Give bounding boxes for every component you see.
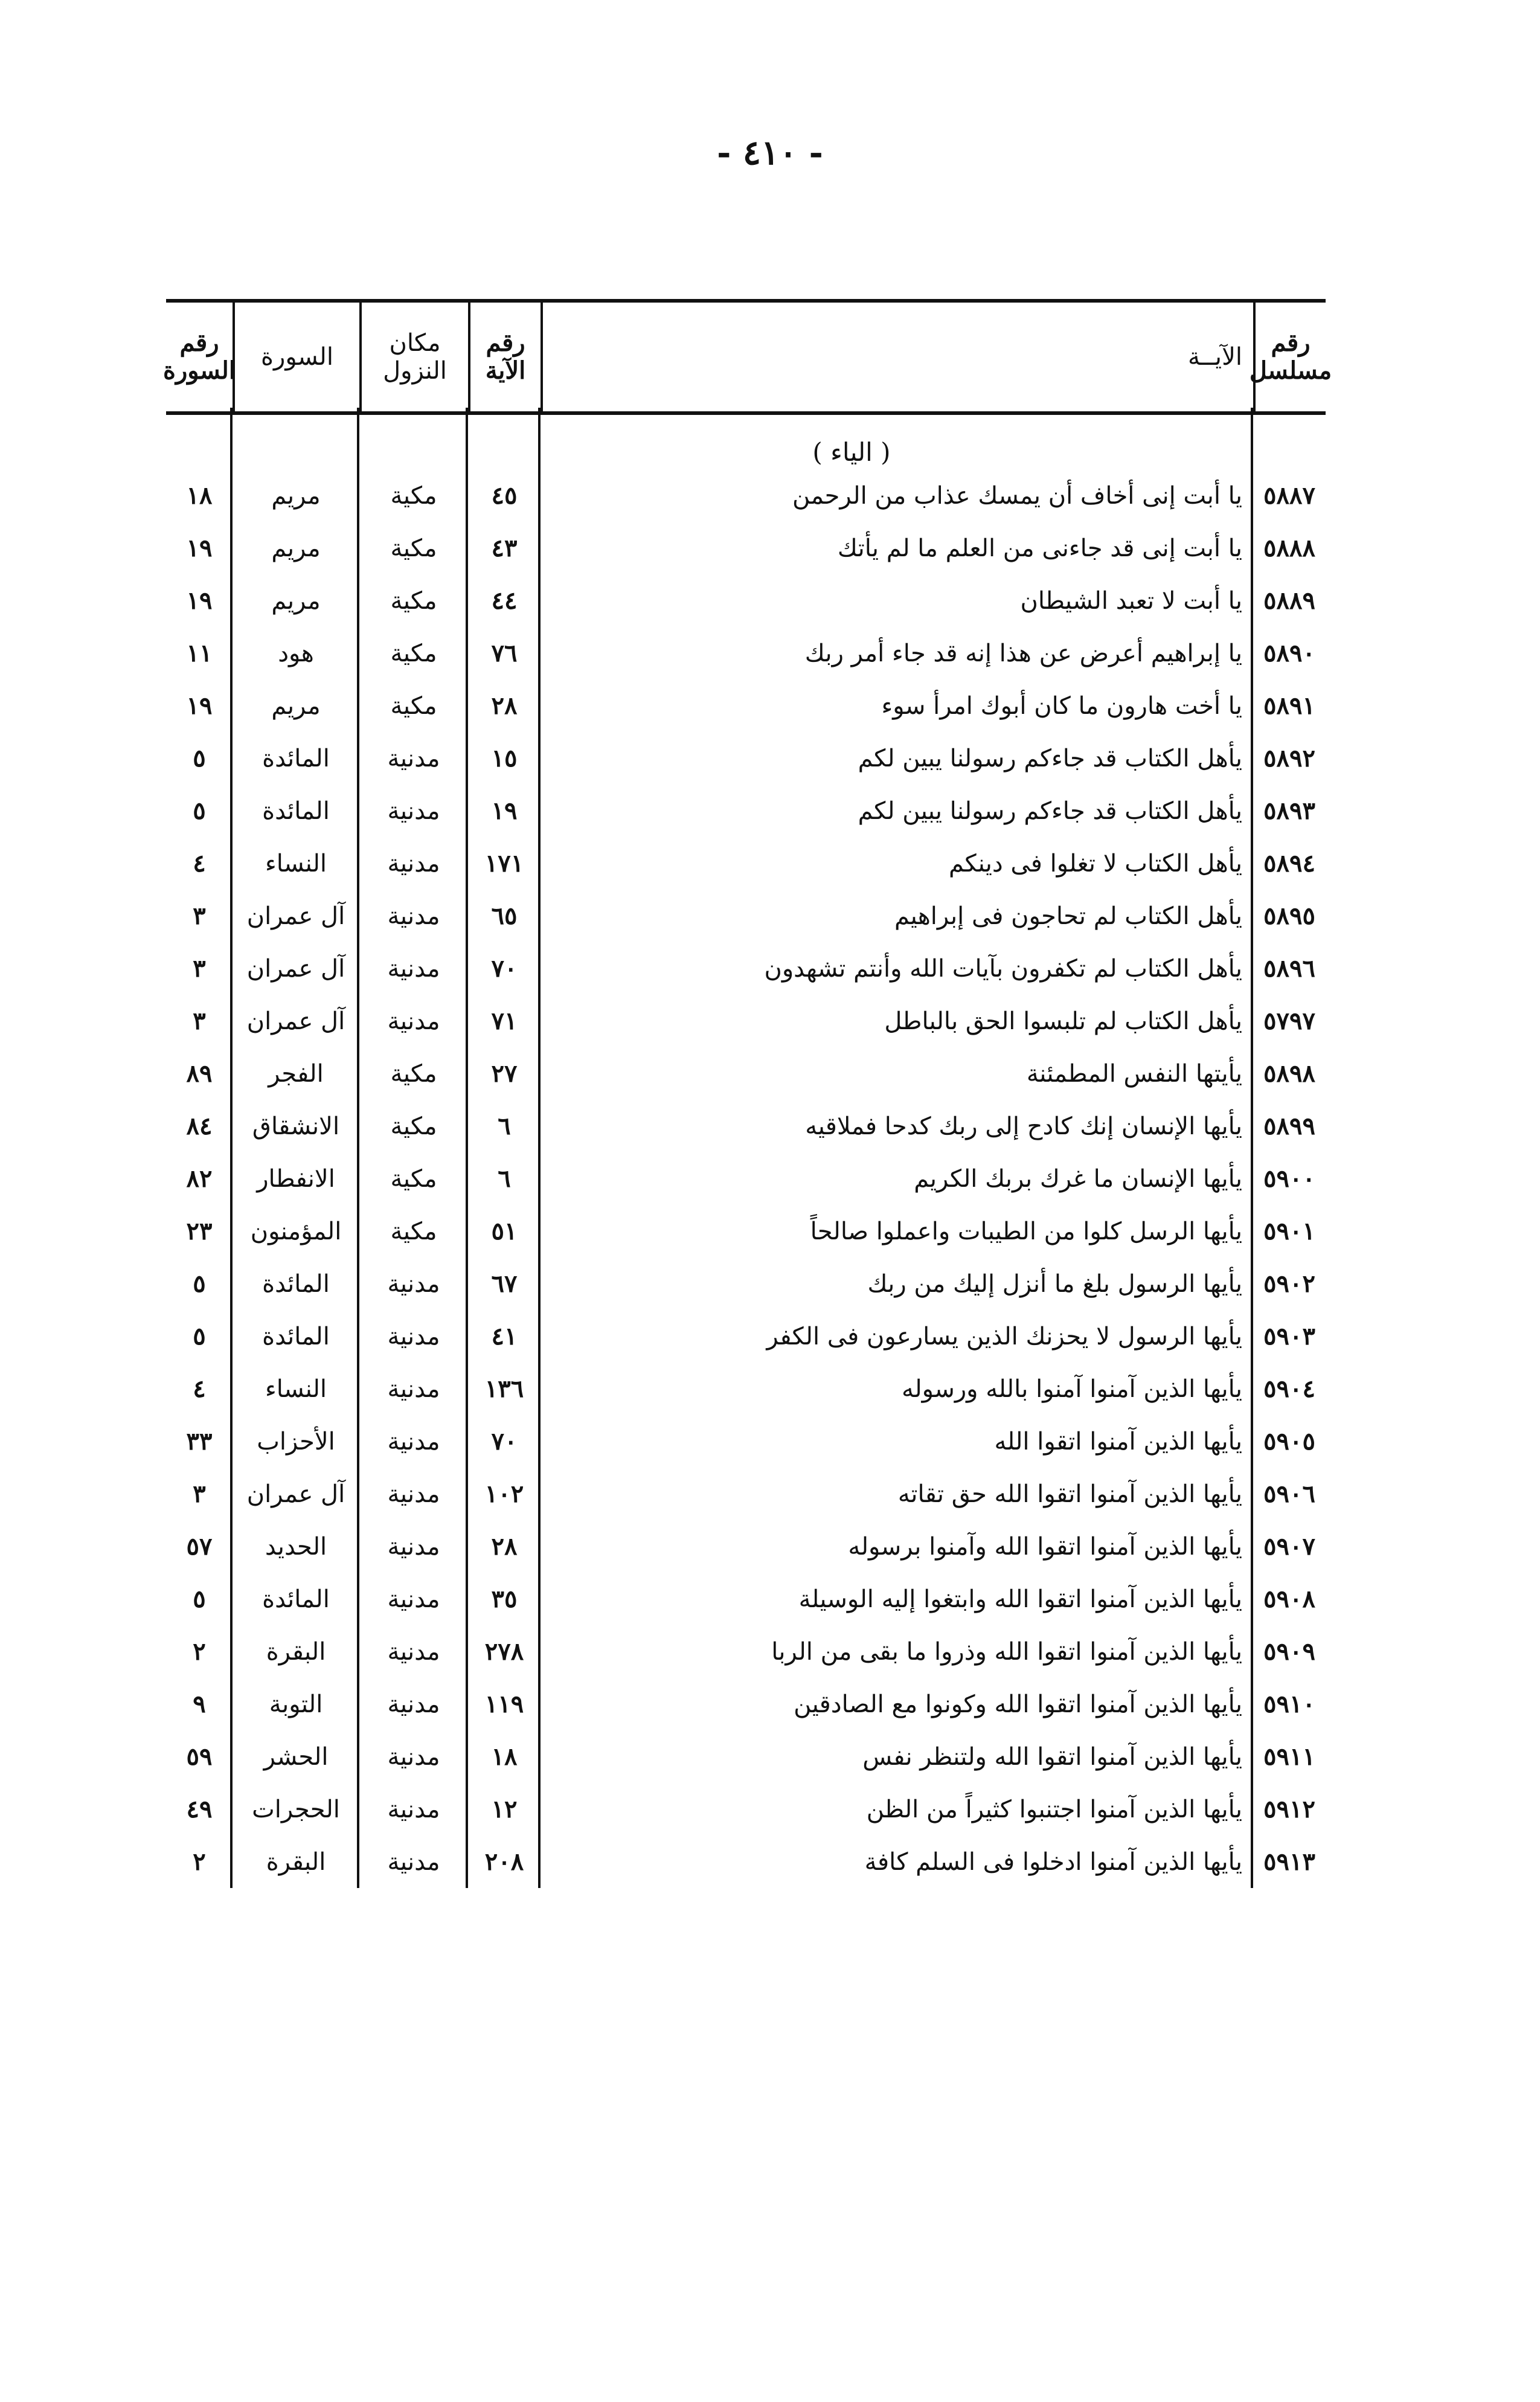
table-row bbox=[166, 469, 1326, 522]
serial-cell: ٥٩١١ bbox=[1263, 1742, 1315, 1771]
ayah-number-cell: ٧٠ bbox=[491, 954, 518, 983]
revelation-place-cell: مدنية bbox=[387, 1480, 440, 1508]
surah-name-cell: الانشقاق bbox=[252, 1112, 340, 1140]
revelation-place-cell: مدنية bbox=[387, 954, 440, 983]
table-row bbox=[166, 1100, 1326, 1152]
table-row bbox=[166, 574, 1326, 627]
surah-name-cell: المائدة bbox=[262, 1585, 330, 1613]
header-surah-number: رقم السورة bbox=[163, 329, 236, 385]
verse-cell: يأيها الذين آمنوا ادخلوا فى السلم كافة bbox=[864, 1848, 1242, 1876]
table-row bbox=[166, 1152, 1326, 1205]
section-title: ( الياء ) bbox=[812, 437, 891, 467]
verse-cell: يا أخت هارون ما كان أبوك امرأ سوء bbox=[881, 692, 1242, 720]
surah-name-cell: المؤمنون bbox=[250, 1217, 342, 1245]
table-row bbox=[166, 1573, 1326, 1625]
ayah-number-cell: ١٣٦ bbox=[484, 1375, 524, 1403]
verse-cell: يأيتها النفس المطمئنة bbox=[1026, 1059, 1242, 1088]
ayah-number-cell: ١٥ bbox=[491, 744, 518, 772]
serial-cell: ٥٨٩٦ bbox=[1263, 954, 1315, 983]
verse-cell: يا أبت إنى أخاف أن يمسك عذاب من الرحمن bbox=[792, 481, 1242, 510]
table-row bbox=[166, 732, 1326, 785]
surah-name-cell: مريم bbox=[271, 534, 321, 562]
surah-name-cell: آل عمران bbox=[246, 1007, 345, 1035]
verse-cell: يأيها الذين آمنوا اتقوا الله وذروا ما بقى من الربا bbox=[771, 1637, 1242, 1666]
surah-number-cell: ٩ bbox=[193, 1690, 206, 1718]
verse-cell: يأهل الكتاب قد جاءكم رسولنا يبين لكم bbox=[858, 744, 1242, 772]
serial-cell: ٥٩٠٧ bbox=[1263, 1532, 1315, 1561]
serial-cell: ٥٩٠٢ bbox=[1263, 1270, 1315, 1298]
surah-number-cell: ٥ bbox=[193, 797, 206, 825]
header-verse: الآيــة bbox=[541, 303, 1253, 411]
revelation-place-cell: مدنية bbox=[387, 1585, 440, 1613]
verse-cell: يأيها الذين آمنوا اتقوا الله وكونوا مع الصادقين bbox=[794, 1690, 1242, 1718]
revelation-place-cell: مدنية bbox=[387, 1690, 440, 1718]
surah-name-cell: هود bbox=[278, 639, 314, 667]
ayah-number-cell: ٧٠ bbox=[491, 1427, 518, 1456]
surah-number-cell: ١١ bbox=[186, 639, 213, 667]
surah-name-cell: المائدة bbox=[262, 1270, 330, 1298]
serial-cell: ٥٨٨٧ bbox=[1263, 481, 1315, 510]
surah-number-cell: ٣ bbox=[193, 1480, 206, 1508]
table-row bbox=[166, 1468, 1326, 1520]
surah-number-cell: ٥ bbox=[193, 1585, 206, 1613]
surah-name-cell: المائدة bbox=[262, 797, 330, 825]
verse-cell: يأهل الكتاب لم تلبسوا الحق بالباطل bbox=[884, 1007, 1242, 1035]
ayah-number-cell: ٢٧٨ bbox=[484, 1637, 524, 1666]
table-row bbox=[166, 1835, 1326, 1888]
serial-cell: ٥٨٩٤ bbox=[1263, 849, 1315, 878]
revelation-place-cell: مدنية bbox=[387, 1375, 440, 1403]
surah-name-cell: النساء bbox=[265, 849, 327, 878]
table-header bbox=[163, 299, 1332, 415]
table-row bbox=[166, 1678, 1326, 1730]
verse-cell: يا أبت لا تعبد الشيطان bbox=[1020, 586, 1242, 615]
surah-number-cell: ٨٢ bbox=[186, 1164, 213, 1193]
table-row bbox=[166, 1415, 1326, 1468]
surah-number-cell: ٢٣ bbox=[186, 1217, 213, 1245]
revelation-place-cell: مكية bbox=[390, 1217, 437, 1245]
table-row bbox=[166, 1257, 1326, 1310]
revelation-place-cell: مكية bbox=[390, 639, 437, 667]
table-row bbox=[166, 1047, 1326, 1100]
serial-cell: ٥٩٠٠ bbox=[1263, 1164, 1315, 1193]
surah-number-cell: ٥٧ bbox=[186, 1532, 213, 1561]
serial-cell: ٥٩١٢ bbox=[1263, 1795, 1315, 1823]
surah-number-cell: ١٩ bbox=[186, 534, 213, 562]
ayah-number-cell: ١٩ bbox=[491, 797, 518, 825]
ayah-number-cell: ٤١ bbox=[491, 1322, 518, 1350]
serial-cell: ٥٨٩٠ bbox=[1263, 639, 1315, 667]
surah-name-cell: آل عمران bbox=[246, 954, 345, 983]
verse-cell: يأيها الذين آمنوا اتقوا الله حق تقاته bbox=[897, 1480, 1242, 1508]
verse-cell: يأيها الذين آمنوا اتقوا الله ولتنظر نفس bbox=[862, 1742, 1242, 1771]
serial-cell: ٥٨٩٥ bbox=[1263, 902, 1315, 930]
verse-cell: يأيها الذين آمنوا اتقوا الله وآمنوا برسوله bbox=[848, 1532, 1242, 1561]
surah-name-cell: الحشر bbox=[263, 1742, 329, 1771]
verse-cell: يأهل الكتاب لا تغلوا فى دينكم bbox=[948, 849, 1242, 878]
verse-cell: يأيها الرسول لا يحزنك الذين يسارعون فى الكفر bbox=[766, 1322, 1242, 1350]
revelation-place-cell: مدنية bbox=[387, 744, 440, 772]
ayah-number-cell: ٦ bbox=[498, 1112, 511, 1140]
ayah-number-cell: ٧١ bbox=[491, 1007, 518, 1035]
ayah-number-cell: ٤٤ bbox=[491, 586, 518, 615]
surah-name-cell: البقرة bbox=[266, 1848, 326, 1876]
serial-cell: ٥٨٨٨ bbox=[1263, 534, 1315, 562]
surah-number-cell: ٣٣ bbox=[186, 1427, 213, 1456]
ayah-number-cell: ٣٥ bbox=[491, 1585, 518, 1613]
surah-number-cell: ٨٩ bbox=[186, 1059, 213, 1088]
ayah-number-cell: ٢٠٨ bbox=[484, 1848, 524, 1876]
surah-name-cell: الحجرات bbox=[252, 1795, 340, 1823]
ayah-number-cell: ٥١ bbox=[491, 1217, 518, 1245]
ayah-number-cell: ١٧١ bbox=[484, 849, 524, 878]
verse-cell: يأيها الذين آمنوا اجتنبوا كثيراً من الظن bbox=[866, 1795, 1242, 1823]
ayah-number-cell: ١٠٢ bbox=[484, 1480, 524, 1508]
header-ayah-number: رقم الآية bbox=[468, 303, 541, 411]
surah-name-cell: الحديد bbox=[265, 1532, 327, 1561]
surah-name-cell: البقرة bbox=[266, 1637, 326, 1666]
revelation-place-cell: مكية bbox=[390, 481, 437, 510]
surah-name-cell: المائدة bbox=[262, 1322, 330, 1350]
header-surah: السورة bbox=[233, 303, 359, 411]
verse-cell: يأيها الذين آمنوا اتقوا الله وابتغوا إليه الوسيلة bbox=[798, 1585, 1242, 1613]
table-row bbox=[166, 1625, 1326, 1678]
serial-cell: ٥٩١٠ bbox=[1263, 1690, 1315, 1718]
surah-name-cell: النساء bbox=[265, 1375, 327, 1403]
revelation-place-cell: مدنية bbox=[387, 1848, 440, 1876]
serial-cell: ٥٨٩١ bbox=[1263, 692, 1315, 720]
table-row bbox=[166, 1520, 1326, 1573]
revelation-place-cell: مكية bbox=[390, 534, 437, 562]
ayah-number-cell: ٦٧ bbox=[491, 1270, 518, 1298]
ayah-number-cell: ٤٥ bbox=[491, 481, 518, 510]
surah-number-cell: ٥ bbox=[193, 1322, 206, 1350]
surah-name-cell: مريم bbox=[271, 481, 321, 510]
table-body bbox=[166, 415, 1326, 1888]
surah-number-cell: ٣ bbox=[193, 954, 206, 983]
revelation-place-cell: مكية bbox=[390, 586, 437, 615]
table-row bbox=[166, 679, 1326, 732]
table-row bbox=[166, 995, 1326, 1047]
surah-number-cell: ١٨ bbox=[186, 481, 213, 510]
surah-number-cell: ٢ bbox=[193, 1637, 206, 1666]
verse-cell: يأهل الكتاب قد جاءكم رسولنا يبين لكم bbox=[858, 797, 1242, 825]
ayah-number-cell: ٢٨ bbox=[491, 1532, 518, 1561]
verse-cell: يأيها الذين آمنوا اتقوا الله bbox=[994, 1427, 1242, 1456]
serial-cell: ٥٨٩٨ bbox=[1263, 1059, 1315, 1088]
revelation-place-cell: مدنية bbox=[387, 1427, 440, 1456]
revelation-place-cell: مدنية bbox=[387, 1007, 440, 1035]
surah-name-cell: مريم bbox=[271, 692, 321, 720]
table-row bbox=[166, 837, 1326, 890]
serial-cell: ٥٩٠٩ bbox=[1263, 1637, 1315, 1666]
header-revelation-place: مكان النزول bbox=[359, 303, 468, 411]
serial-cell: ٥٩٠٥ bbox=[1263, 1427, 1315, 1456]
surah-number-cell: ٣ bbox=[193, 902, 206, 930]
ayah-number-cell: ٤٣ bbox=[491, 534, 518, 562]
ayah-number-cell: ٧٦ bbox=[491, 639, 518, 667]
revelation-place-cell: مدنية bbox=[387, 1322, 440, 1350]
table-row bbox=[166, 942, 1326, 995]
surah-number-cell: ٥ bbox=[193, 744, 206, 772]
revelation-place-cell: مدنية bbox=[387, 1270, 440, 1298]
surah-number-cell: ٤٩ bbox=[186, 1795, 213, 1823]
serial-cell: ٥٩٠٨ bbox=[1263, 1585, 1315, 1613]
table-row bbox=[166, 627, 1326, 679]
revelation-place-cell: مدنية bbox=[387, 1795, 440, 1823]
verse-cell: يأهل الكتاب لم تحاجون فى إبراهيم bbox=[894, 902, 1242, 930]
table-row bbox=[166, 1730, 1326, 1783]
revelation-place-cell: مدنية bbox=[387, 1532, 440, 1561]
ayah-number-cell: ٢٨ bbox=[491, 692, 518, 720]
serial-cell: ٥٨٩٩ bbox=[1263, 1112, 1315, 1140]
surah-number-cell: ٣ bbox=[193, 1007, 206, 1035]
revelation-place-cell: مدنية bbox=[387, 1637, 440, 1666]
revelation-place-cell: مكية bbox=[390, 1164, 437, 1193]
table-row bbox=[166, 522, 1326, 574]
ayah-number-cell: ٦٥ bbox=[491, 902, 518, 930]
verse-cell: يأيها الإنسان إنك كادح إلى ربك كدحا فملاقيه bbox=[805, 1112, 1242, 1140]
ayah-number-cell: ١١٩ bbox=[484, 1690, 524, 1718]
surah-name-cell: الفجر bbox=[268, 1059, 324, 1088]
surah-name-cell: مريم bbox=[271, 586, 321, 615]
surah-number-cell: ٥ bbox=[193, 1270, 206, 1298]
ayah-number-cell: ٢٧ bbox=[491, 1059, 518, 1088]
verse-index-table bbox=[163, 299, 1332, 1888]
verse-cell: يأيها الرسول بلغ ما أنزل إليك من ربك bbox=[867, 1270, 1242, 1298]
verse-cell: يأيها الإنسان ما غرك بربك الكريم bbox=[914, 1164, 1242, 1193]
surah-name-cell: آل عمران bbox=[246, 1480, 345, 1508]
revelation-place-cell: مكية bbox=[390, 1112, 437, 1140]
table-row bbox=[166, 1205, 1326, 1257]
serial-cell: ٥٩٠٤ bbox=[1263, 1375, 1315, 1403]
surah-number-cell: ٤ bbox=[193, 849, 206, 878]
revelation-place-cell: مكية bbox=[390, 692, 437, 720]
ayah-number-cell: ١٢ bbox=[491, 1795, 518, 1823]
revelation-place-cell: مدنية bbox=[387, 797, 440, 825]
serial-cell: ٥٧٩٧ bbox=[1263, 1007, 1315, 1035]
section-heading-row bbox=[166, 415, 1326, 469]
surah-number-cell: ١٩ bbox=[186, 586, 213, 615]
verse-cell: يأيها الذين آمنوا آمنوا بالله ورسوله bbox=[902, 1375, 1242, 1403]
verse-cell: يأيها الرسل كلوا من الطيبات واعملوا صالحاً bbox=[810, 1217, 1242, 1245]
serial-cell: ٥٩٠٣ bbox=[1263, 1322, 1315, 1350]
verse-cell: يا إبراهيم أعرض عن هذا إنه قد جاء أمر ربك bbox=[804, 639, 1242, 667]
surah-number-cell: ٨٤ bbox=[186, 1112, 213, 1140]
revelation-place-cell: مدنية bbox=[387, 1742, 440, 1771]
revelation-place-cell: مدنية bbox=[387, 902, 440, 930]
surah-name-cell: الأحزاب bbox=[257, 1427, 335, 1456]
revelation-place-cell: مدنية bbox=[387, 849, 440, 878]
verse-cell: يا أبت إنى قد جاءنى من العلم ما لم يأتك bbox=[837, 534, 1242, 562]
serial-cell: ٥٨٩٢ bbox=[1263, 744, 1315, 772]
serial-cell: ٥٩١٣ bbox=[1263, 1848, 1315, 1876]
table-row bbox=[166, 1363, 1326, 1415]
revelation-place-cell: مكية bbox=[390, 1059, 437, 1088]
surah-name-cell: التوبة bbox=[269, 1690, 323, 1718]
surah-name-cell: آل عمران bbox=[246, 902, 345, 930]
surah-number-cell: ٤ bbox=[193, 1375, 206, 1403]
surah-number-cell: ٢ bbox=[193, 1848, 206, 1876]
verse-cell: يأهل الكتاب لم تكفرون بآيات الله وأنتم تشهدون bbox=[764, 954, 1242, 983]
serial-cell: ٥٨٩٣ bbox=[1263, 797, 1315, 825]
header-serial: رقم مسلسل bbox=[1253, 303, 1326, 411]
surah-name-cell: الانفطار bbox=[257, 1164, 335, 1193]
ayah-number-cell: ٦ bbox=[498, 1164, 511, 1193]
serial-cell: ٥٨٨٩ bbox=[1263, 586, 1315, 615]
table-row bbox=[166, 1783, 1326, 1835]
table-row bbox=[166, 1310, 1326, 1363]
table-row bbox=[166, 785, 1326, 837]
serial-cell: ٥٩٠١ bbox=[1263, 1217, 1315, 1245]
table-row bbox=[166, 890, 1326, 942]
surah-number-cell: ١٩ bbox=[186, 692, 213, 720]
page-number: - ٤١٠ - bbox=[717, 133, 823, 173]
surah-name-cell: المائدة bbox=[262, 744, 330, 772]
surah-number-cell: ٥٩ bbox=[186, 1742, 213, 1771]
serial-cell: ٥٩٠٦ bbox=[1263, 1480, 1315, 1508]
ayah-number-cell: ١٨ bbox=[491, 1742, 518, 1771]
